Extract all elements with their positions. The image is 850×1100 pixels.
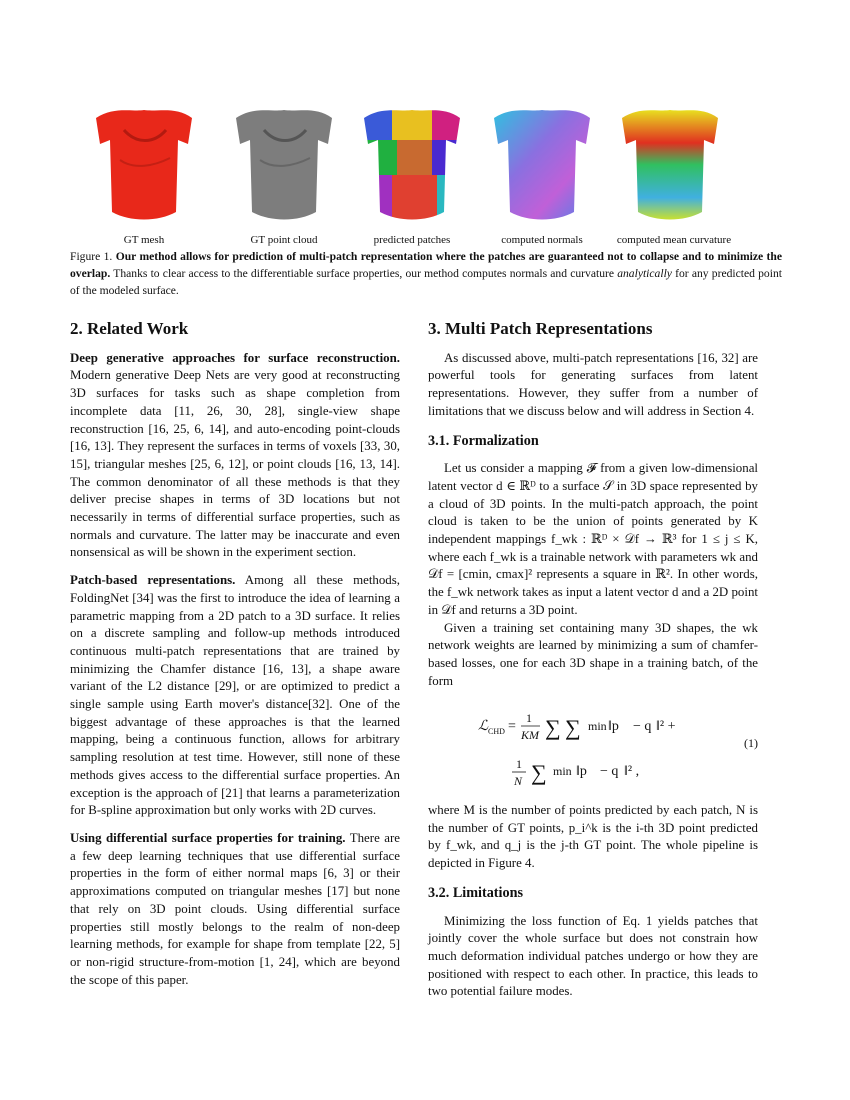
figure-label-gt-point-cloud: GT point cloud [250,234,318,246]
subsection-title-limitations: 3.2. Limitations [428,884,523,901]
svg-text:1: 1 [516,757,522,771]
section-title-related-work: 2. Related Work [70,319,189,338]
right-column [428,320,758,690]
svg-text:CHD: CHD [488,727,505,736]
svg-text:− q: − q [633,719,652,734]
paragraph-formalization-1: Let us consider a mapping 𝓕 from a given low-dimensional latent vector d ∈ ℝᴰ to a surface 𝒮 in 3D space represented by a cloud of 3D points. In the multi-patch approach, the point cloud is taken to be the union of points generated by K independent mappings f_wk : ℝᴰ × 𝒟f → ℝ³ for 1 ≤ j ≤ K, where each f_wk is a trainable network with parameters wk and 𝒟f = [cmin, cmax]² represents a square in ℝ². In other words, the f_wk network takes as input a latent vector d and a 2D point in 𝒟f and returns a 3D point. [428,461,758,617]
svg-text:‖² ,: ‖² , [624,764,640,779]
svg-text:∑: ∑ [531,760,547,785]
paragraph-differential-properties: Using differential surface properties for training. There are a few deep learning techniques that use differential surface properties in the form of either normal maps [6, 3] or their approximations computed on triangular meshes [17] but none that rely on 3D point clouds. Using differential surface properties still mostly belongs to the realm of non-deep learning methods, for example for shape from template [22, 5] or non-rigid structure-from-motion [1, 24], which are beyond the scope of this paper. [70,830,400,987]
right-column-lower [428,802,758,1001]
svg-text:‖p: ‖p [608,719,619,734]
figure-caption: Figure 1. Our method allows for prediction of multi-patch representation where the patches are guaranteed not to collapse and to minimize the overlap. Thanks to clear access to the differentiable surface properties, our method computes normals and curvature analytically for any predicted point of the modeled surface. [70,250,782,297]
gt-mesh-image [84,100,204,228]
svg-text:min: min [588,719,607,733]
svg-text:− q: − q [600,764,619,779]
paragraph-deep-generative: Deep generative approaches for surface reconstruction. Modern generative Deep Nets are very good at reconstructing 3D surfaces for tasks such as shape completion from incomplete data [11, 26, 30, 28], single-view shape reconstruction [16, 25, 6, 14], and auto-encoding point-clouds [16, 13]. They represent the surfaces in terms of voxels [33, 30, 15], triangular meshes [25, 6, 12], or point clouds [16, 13, 14]. The common denominator of all these methods is that they deliver precise shapes in terms of 3D locations but not necessarily in terms of differential surface properties, such as normals and curvature. The latter may be inaccurate and even nonsensical as will be shown in the experiment section. [70,350,400,560]
paragraph-formalization-3: where M is the number of points predicted by each patch, N is the number of GT points, p_i^k is the i-th 3D point predicted by f_wk, and q_j is the j-th GT point. The whole pipeline is depicted in Figure 4. [428,803,758,871]
subsection-title-formalization: 3.1. Formalization [428,432,539,449]
svg-text:1: 1 [526,711,532,725]
equation-1 [428,700,758,800]
equation-graphic [428,700,758,800]
svg-text:ℒ: ℒ [478,719,489,734]
paragraph-limitations: Minimizing the loss function of Eq. 1 yields patches that jointly cover the whole surface but does not constrain how much deformation individual patches undergo or how they are positioned with respect to each other. In practice, this leads to two potential failure modes. [428,913,758,999]
svg-text:‖p: ‖p [576,764,587,779]
figure-label-computed-normals: computed normals [501,234,583,246]
figure-label-predicted-patches: predicted patches [373,234,451,246]
paragraph-intro: As discussed above, multi-patch representations [16, 32] are powerful tools for generating surfaces from latent representations. However, they suffer from a number of limitations that we discuss below and will address in Section 4. [428,350,758,418]
figure-label-computed-mean-curvature: computed mean curvature [616,234,732,246]
svg-text:∑: ∑ [545,715,561,740]
computed-mean-curvature-image [610,100,730,228]
paragraph-formalization-2: Given a training set containing many 3D shapes, the wk network weights are learned by minimizing a sum of chamfer-based losses, one for each 3D shape in a training batch, of the form [428,620,758,688]
svg-text:‖² +: ‖² + [656,719,676,734]
svg-text:min: min [553,764,572,778]
gt-point-cloud-image [224,100,344,228]
computed-normals-image [482,100,602,228]
section-title-multi-patch: 3. Multi Patch Representations [428,319,653,338]
left-column [70,320,400,989]
svg-text:=: = [508,719,516,734]
equation-number: (1) [744,736,758,750]
svg-text:∑: ∑ [565,715,581,740]
figure-label-gt-mesh: GT mesh [123,234,165,246]
figure-1 [80,100,770,250]
svg-text:N: N [514,774,523,788]
predicted-patches-image [352,100,472,228]
paragraph-patch-based: Patch-based representations. Among all these methods, FoldingNet [34] was the first to introduce the idea of learning a parametric mapping from a 2D patch to a 3D surface. It relies on a discrete sampling and follow-up methods introduced continuous multi-patch representations that are trained by minimizing the Chamfer distance [16, 13], a shape aware variant of the L2 distance [29], or are optimized to predict a single sample using Earth mover's distance[32]. One of the biggest advantage of these approaches is that the learned mapping, being a continuous function, allows for arbitrary sampling resolution at test time. However, still none of these methods gives access to the differential surface properties. An exception is the approach of [21] that learns a parameterization for B-spline approximation but only works with 2D curves. [70,573,400,818]
svg-text:KM: KM [521,728,539,742]
